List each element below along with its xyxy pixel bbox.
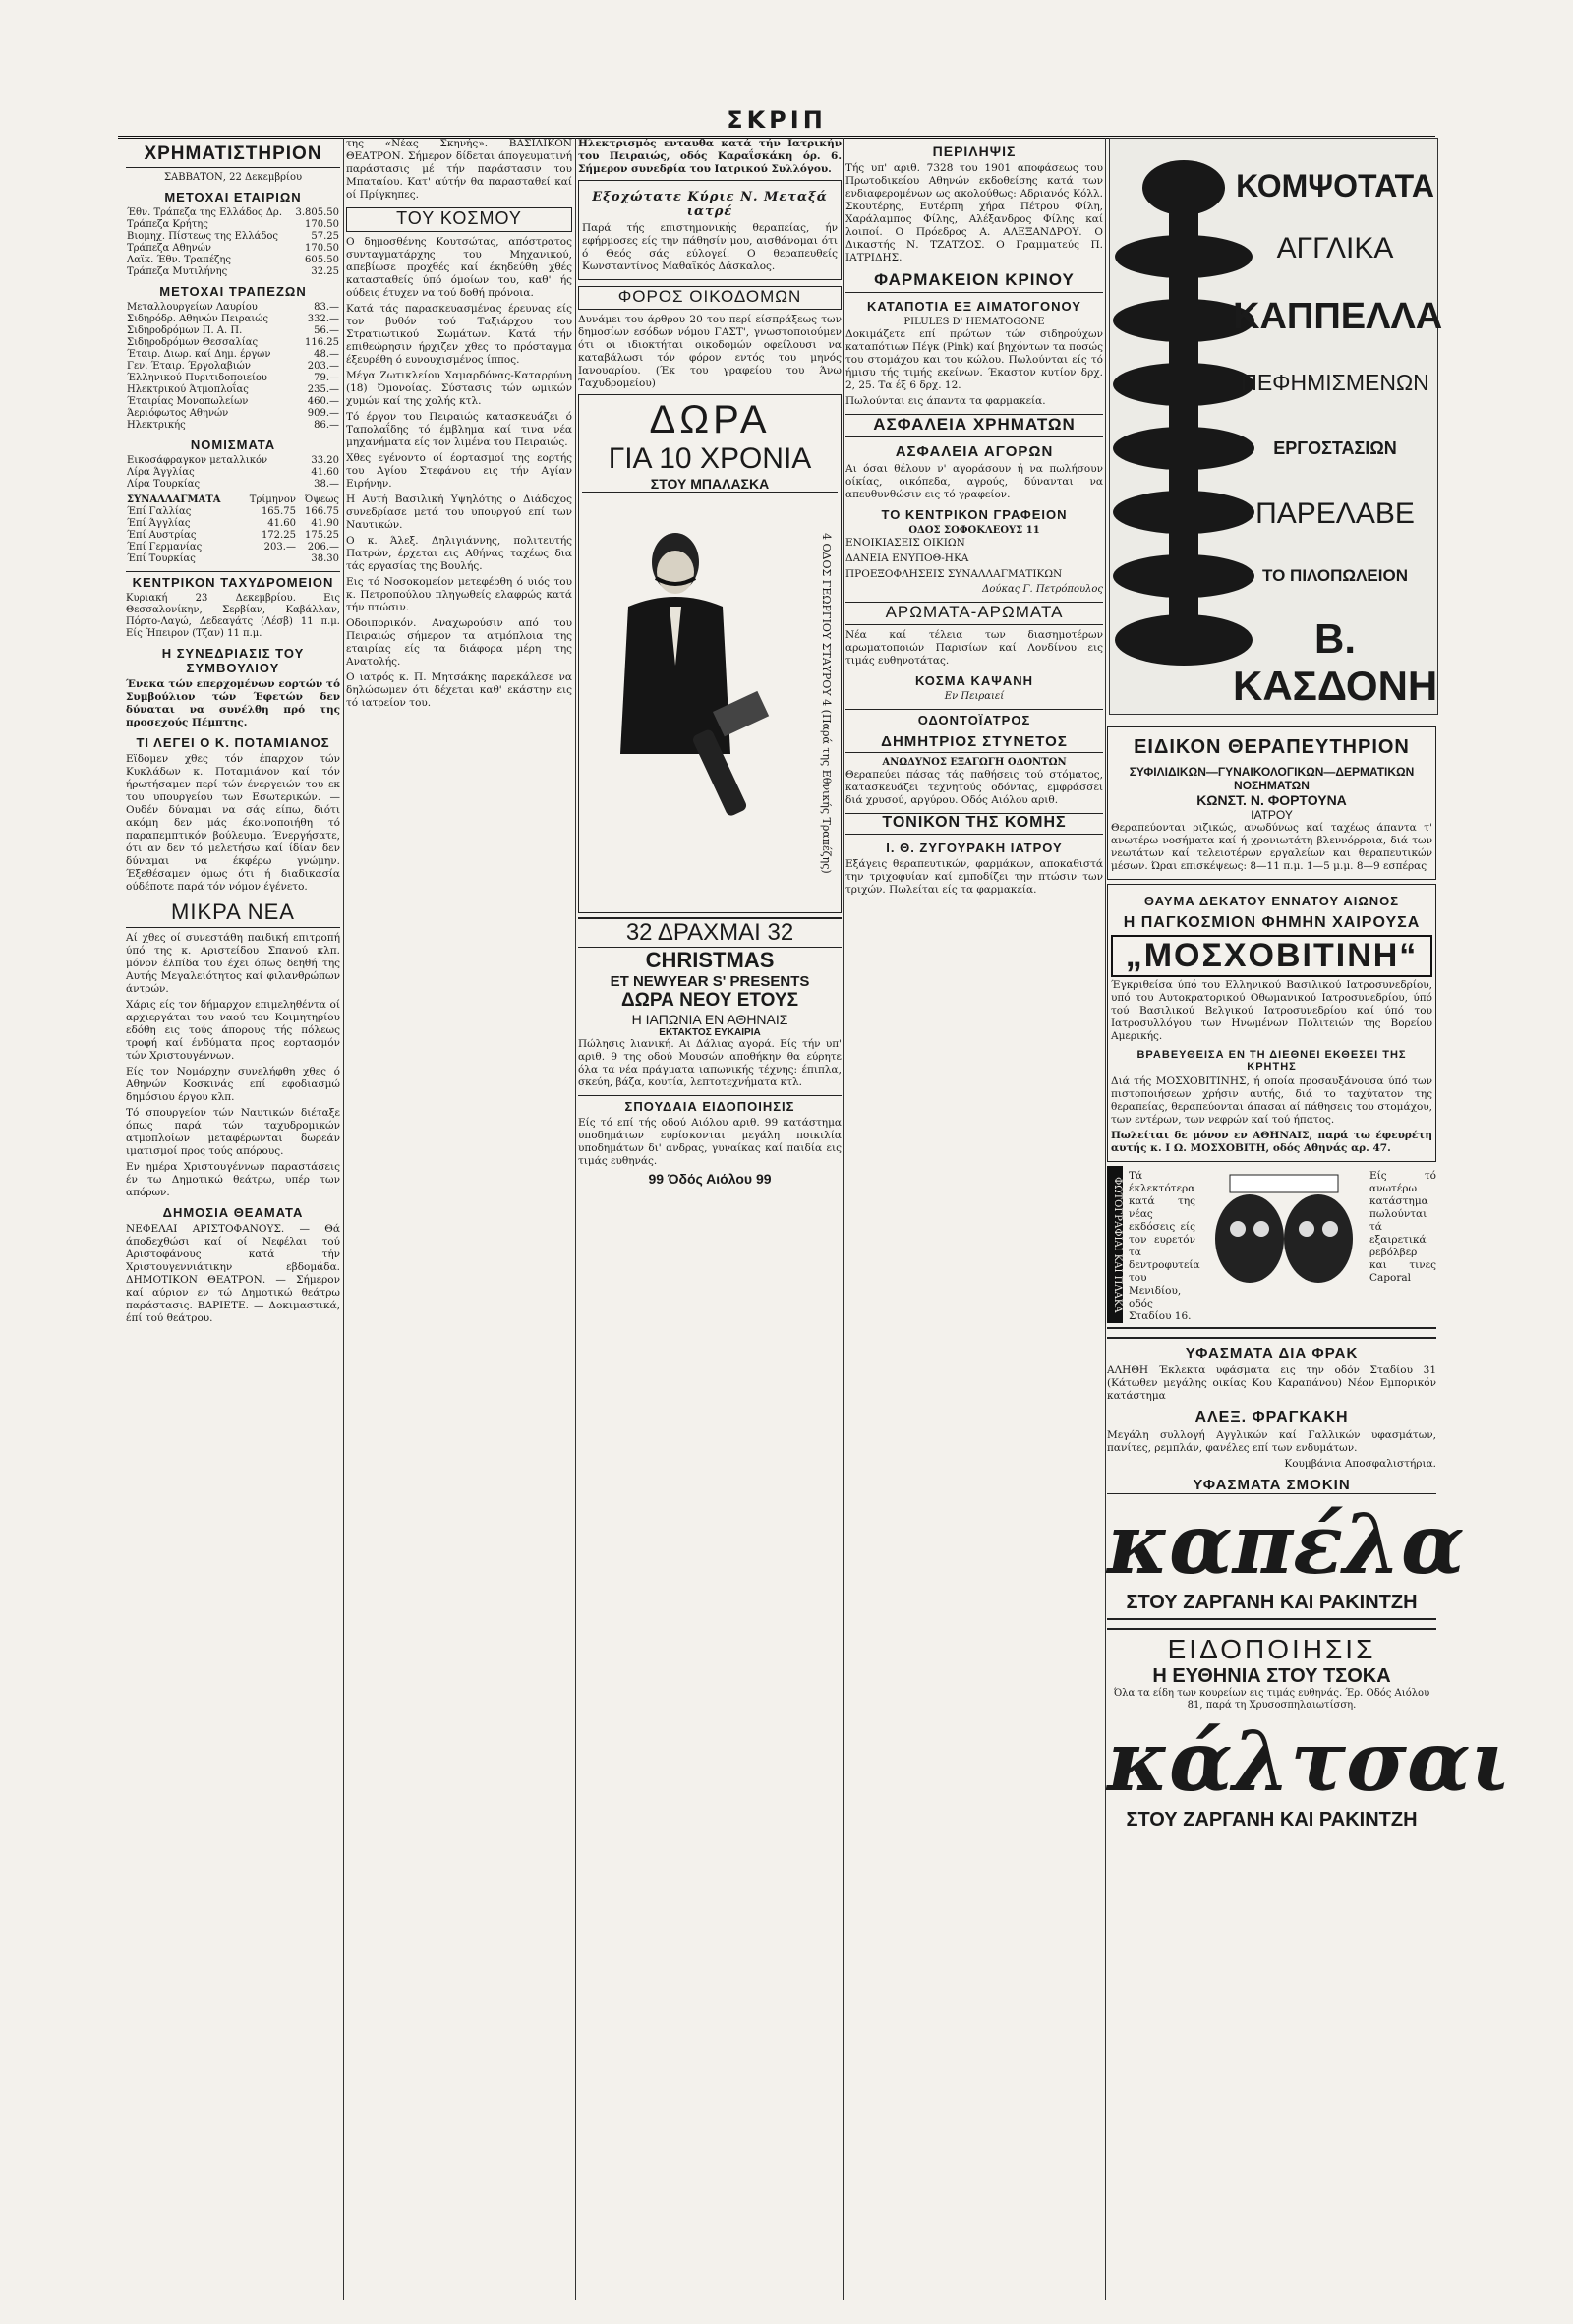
smoking-title: ΥΦΑΣΜΑΤΑ ΣΜΟΚΙΝ: [1107, 1477, 1436, 1494]
column-4: [845, 138, 1103, 900]
table-row: [126, 479, 340, 491]
row-value: 33.20: [311, 455, 339, 466]
row-value: 79.—: [314, 373, 339, 383]
table-row: [126, 314, 340, 325]
pill-note: Πωλούνται εις άπαντα τα φαρμακεία.: [845, 395, 1046, 407]
clinic-doctor: ΚΩΝΣΤ. Ν. ΦΟΡΤΟΥΝΑ: [1196, 792, 1347, 808]
row-label: Άεριόφωτος Αθηνών: [127, 408, 229, 419]
table-row: [126, 384, 340, 396]
news-item: Εν ημέρα Χριστουγέννων παραστάσεις έν τω Δημοτικώ θεάτρω, υπέρ των απόρων.: [126, 1161, 340, 1198]
council-title: Η ΣΥΝΕΔΡΙΑΣΙΣ ΤΟΥ ΣΥΜΒΟΥΛΙΟΥ: [161, 646, 305, 675]
hat-line: ΠΑΡΕΛΑΒΕ: [1255, 497, 1415, 530]
clinic-title: ΕΙΔΙΚΟΝ ΘΕΡΑΠΕΥΤΗΡΙΟΝ: [1134, 736, 1410, 758]
column-rule: [843, 138, 844, 2300]
ornament-rule: [1107, 1327, 1436, 1339]
japan-text: Πώλησις λιανική. Αι Δάλιας αγορά. Είς τήν υπ' αριθ. 9 της οδού Μουσών αποθήκην θα εύρητε όλα τα νέα πράγματα ιαπωνικής τέχνης: έπιπλα, σκεύη, βάζα, κουτία, λεπτοτεχνήματα κτλ.: [578, 1038, 842, 1088]
news-item: Ο κ. Άλεξ. Δηλιγιάννης, πολιτευτής Πατρών, έρχεται εις Αθήνας ταχέως δια τάς εργασίας της Βουλής.: [346, 535, 572, 572]
table-row: [126, 266, 340, 278]
row-label: Έπί Αυστρίας: [127, 530, 197, 541]
row-value: 41.90: [311, 518, 339, 529]
row-label: Λαϊκ. Έθν. Τραπέζης: [127, 255, 232, 265]
row-value: 203.—: [263, 542, 296, 552]
column-5: [1107, 723, 1511, 1831]
fabric-text-2: Μεγάλη συλλογή Αγγλικών καί Γαλλικών υφασμάτων, πανίτες, ρεμπλάν, φανέλες επί των ενδυμάτων.: [1107, 1429, 1436, 1454]
column-3: [578, 138, 842, 1187]
row-label: Λίρα Τουρκίας: [127, 479, 201, 490]
clinic-text: Θεραπεύονται ριζικώς, ανωδύνως καί ταχέως άπαντα τ' ανωτέρω νοσήματα καί ή χρονιωτάτη βλεννόρροια, διά των νεωτάτων καί τελειοτέρων εργαλείων και θεραπευτικών μέσων. Ώραι επισκέψεως: 8—11 π.μ. 1—5 μ.μ. 8—9 εσπέρας: [1111, 822, 1432, 872]
row-label: Έταιρ. Διωρ. καί Δημ. έργων: [127, 349, 271, 360]
price: 32 ΔΡΑΧΜΑΙ 32: [578, 917, 842, 948]
shoe-address: 99 Όδός Αιόλου 99: [648, 1171, 772, 1187]
fx-table: [126, 494, 340, 565]
dentist-title: ΟΔΟΝΤΟΪΑΤΡΟΣ: [845, 709, 1103, 727]
row-value: 3.805.50: [295, 207, 339, 218]
row-label: Τράπεζα Κρήτης: [127, 219, 208, 230]
row-value: 38.—: [314, 479, 339, 490]
row-value: 206.—: [307, 542, 339, 552]
summary-text: Τής υπ' αριθ. 7328 του 1901 αποφάσεως του Πρωτοδικείου Αθηνών εκδοθείσης κατά των ενδιαφερομένων ως ακολούθως: Αδριανός Κόλλ. Σκουτέρης, Ευτέρπη χήρα Πέτρου Φίλη, Χαράλαμπος Φίλης, Αλέξανδρος Φίλης καί λοιποί. Ο Πρόεδρος Α. ΑΛΕΞΑΝΔΡΟΥ. Ο Δικαστής Ν. ΤΖΑΤΖΟΣ. Ο Γραμματεύς Π. ΙΑΤΡΙΔΗΣ.: [845, 162, 1103, 263]
news-item: Μέγα Ζωτικλείου Χαμαρδόνας-Καταρρύνη (18) Όμονοίας. Σύστασις τών ωμικών χυμών καί της χολής κτλ.: [346, 370, 572, 407]
table-row: [126, 337, 340, 349]
row-value: 203.—: [307, 361, 339, 372]
row-label: Γεν. Έταιρ. Έργολαβιών: [127, 361, 251, 372]
masthead: [118, 106, 1435, 139]
cheap-text: Όλα τα είδη των κουρείων εις τιμάς ευθηνάς. Έρ. Οδός Αιόλου 81, παρά τη Χρυσοσπηλαιωτίσση.: [1113, 1688, 1430, 1711]
doctor-box-title: Εξοχώτατε Κύριε Ν. Μεταξά ιατρέ: [592, 190, 828, 219]
table-row: [126, 518, 340, 530]
row-value: 56.—: [314, 325, 339, 336]
table-row: [126, 542, 340, 553]
gifts-newyear: ΔΩΡΑ ΝΕΟΥ ΕΤΟΥΣ: [620, 990, 798, 1011]
row-value: 41.60: [311, 467, 339, 478]
masthead-title: ΣΚΡΙΠ: [727, 106, 827, 134]
table-row: [126, 408, 340, 420]
fabric-title: ΥΦΑΣΜΑΤΑ ΔΙΑ ΦΡΑΚ: [1185, 1345, 1359, 1362]
insurance-sub: ΑΣΦΑΛΕΙΑ ΑΓΟΡΩΝ: [895, 443, 1054, 460]
column-rule: [343, 138, 344, 2300]
hat-line: ΤΟ ΠΙΛΟΠΩΛΕΙΟΝ: [1262, 566, 1408, 585]
perfume-shop: ΚΟΣΜΑ ΚΑΨΑΝΗ: [915, 673, 1033, 688]
news-item: Οδοιπορικόν. Αναχωρούσιν από του Πειραιώς σήμερον τα ατμόπλοια της εταιρίας είς τα διάφορα μέρη της Ανατολής.: [346, 617, 572, 668]
brand-text-2: Διά τής ΜΟΣΧΟΒΙΤΙΝΗΣ, ή οποία προσαυξάνουσα ύπό των πιστοποιήσεων χρήσιν αυτής, διά το ταχύτατον της θεραπείας, θεραπεύονται άπασαι αί πάθησεις του στομάχου, των εντέρων, των νεφρών καί τού ήπατος.: [1111, 1075, 1432, 1126]
row-value: 38.30: [311, 553, 339, 564]
column-1: [126, 138, 340, 1328]
table-row: [126, 373, 340, 384]
fx-col-header: Όψεως: [304, 494, 339, 505]
sold-at: Πωλείται δε μόνον εν ΑΘΗΝΑΙΣ, παρά τω έφευρέτη αυτής κ. Ι Ω. ΜΟΣΧΟΒΙΤΗ, οδός Αθηνάς αρ. 47.: [1111, 1130, 1432, 1154]
news-item: Τό έργον του Πειραιώς κατασκευάζει ό Ταπολαΐδης τό έμβλημα καί τινα νέα μηχανήματα είς τον λιμένα του Πειραιώς.: [346, 411, 572, 448]
post-text: Κυριακή 23 Δεκεμβρίου. Εις Θεσσαλονίκην, Σερβίαν, Καβάλλαν, Πόρτο-Λαγώ, Δεδεαγάτς (Λέσβ) 11 π.μ. Είς Ήπειρον (Τζαν) 11 π.μ.: [126, 593, 340, 639]
row-label: Λίρα Άγγλίας: [127, 467, 195, 478]
brand-name: „ΜΟΣΧΟΒΙΤΙΝΗ“: [1111, 935, 1432, 977]
agency-item: ΔΑΝΕΙΑ ΕΝΥΠΟΘ-ΗΚΑ: [845, 552, 969, 564]
bank-shares-title: ΜΕΤΟΧΑΙ ΕΤΑΙΡΙΩΝ: [164, 190, 302, 204]
row-label: Εικοσάφραγκον μεταλλικόν: [127, 455, 268, 466]
row-value: 460.—: [307, 396, 339, 407]
socks-shop: ΣΤΟΥ ΖΑΡΓΑΝΗ ΚΑΙ ΡΑΚΙΝΤΖΗ: [1126, 1809, 1418, 1830]
row-label: Σιδηροδρόμων Θεσσαλίας: [127, 337, 259, 348]
hat-line: ΕΡΓΟΣΤΑΣΙΩΝ: [1273, 438, 1397, 458]
row-value: 165.75: [261, 506, 296, 517]
doctor-box-text: Παρά τής επιστημονικής θεραπείας, ήν εφήρμοσες είς την πάθησίν μου, αισθάνομαι ότι ό Θεός σάς εύλογεί. Ο θεραπευθείς Κωνσταντίνος Μαθαϊκός Δάσκαλος.: [582, 222, 838, 272]
tax-title: ΦΟΡΟΣ ΟΙΚΟΔΟΜΩΝ: [578, 286, 842, 310]
row-label: Έπί Τουρκίας: [127, 553, 196, 564]
table-row: [126, 325, 340, 337]
hat-line: ΚΑΠΠΕΛΛΑ: [1233, 296, 1443, 337]
hats-shop: ΣΤΟΥ ΖΑΡΓΑΝΗ ΚΑΙ ΡΑΚΙΝΤΖΗ: [1126, 1592, 1418, 1613]
row-label: Έθν. Τράπεζα της Ελλάδος Δρ.: [127, 207, 282, 218]
row-value: 235.—: [307, 384, 339, 395]
brand-text: Έγκριθείσα ύπό του Ελληνικού Βασιλικού Ιατροσυνεδρίου, υπό του Αυτοκρατορικού Οθωμανικού Ιατροσυνεδρίου, ύπό τού Βασιλικού Βελγικού Ιατροσυνεδρίου καί ύπό του Ιατροσυλλόγου των Ηνωμένων Πολιτειών της Βορείου Αμερικής.: [1111, 979, 1432, 1042]
news-item: Ο ιατρός κ. Π. Μητσάκης παρεκάλεσε να δηλώσωμεν ότι δέχεται καθ' εκάστην εις τό ιατρείον του.: [346, 671, 572, 709]
news-item: Είς τον Νομάρχην συνελήφθη χθες ό Αθηνών Κοσκινάς επί εφοδιασμώ δημόσιου έργου κλπ.: [126, 1066, 340, 1103]
table-row: [126, 243, 340, 255]
hat-line: ΠΕΦΗΜΙΣΜΕΝΩΝ: [1241, 370, 1429, 395]
table-row: [126, 219, 340, 231]
col3-top-text: Ηλεκτρισμός ενταυθα κατά τήν Ιατρικήν του Πειραιώς, οδός Καραΐσκάκη όρ. 6. Σήμερον συνεδρία του Ιατρικού Συλλόγου.: [578, 138, 842, 175]
theatre-text: ΝΕΦΕΛΑΙ ΑΡΙΣΤΟΦΑΝΟΥΣ. — Θά άποδεχθώσι καί οί Νεφέλαι τού Αριστοφάνους κατά τήν Χριστουγεννιάτικην εβδομάδα. ΔΗΜΟΤΙΚΟΝ ΘΕΑΤΡΟΝ. — Σήμερον καί αύριον εν τώ Δημοτικώ θεάτρω παράστασις. ΒΑΡΙΕΤΕ. — Δοκιμαστικά, έπί τού θεάτρου.: [126, 1223, 340, 1324]
gift-ad: [578, 394, 842, 913]
row-label: Έπί Γερμανίας: [127, 542, 203, 552]
row-value: 57.25: [311, 231, 339, 242]
perfume-text: Νέα καί τέλεια των διασημοτέρων αρωματοποιών Παρισίων καί Λονδίνου εις τιμάς ευθηνοτάτας.: [845, 629, 1103, 667]
coins-title: ΝΟΜΙΣΜΑΤΑ: [190, 437, 276, 452]
gift-side-text: 4 ΟΔΟΣ ΓΕΩΡΓΙΟΥ ΣΤΑΥΡΟΥ 4 (Παρά της Εθνικής Τραπέζης): [820, 533, 833, 874]
photo-right-text: Είς τό ανωτέρω κατάστημα πωλούνται τά εξαιρετικά ρεβόλβερ και τινες Caporal: [1369, 1170, 1436, 1284]
table-row: [126, 255, 340, 266]
row-value: 166.75: [305, 506, 339, 517]
row-label: Έταιρίας Μονοπωλείων: [127, 396, 249, 407]
skull-illustration: [1200, 1170, 1368, 1317]
exchange-title: ΧΡΗΜΑΤΙΣΤΗΡΙΟΝ: [126, 144, 340, 168]
newyear-label: ET NEWYEAR S' PRESENTS: [610, 973, 810, 990]
dentist-sub: ΑΝΩΔΥΝΟΣ ΕΞΑΓΩΓΗ ΟΔΟΝΤΩΝ: [882, 757, 1067, 768]
row-label: Βιομηχ. Πίστεως της Ελλάδος: [127, 231, 278, 242]
hat-line: ΑΓΓΛΙΚΑ: [1276, 232, 1394, 264]
post-title: ΚΕΝΤΡΙΚΟΝ ΤΑΧΥΔΡΟΜΕΙΟΝ: [126, 571, 340, 590]
world-news-list: [346, 236, 572, 710]
row-value: 332.—: [307, 314, 339, 324]
potamianos-text: Εϊδομεν χθες τόν έπαρχον τών Κυκλάδων κ. Ποταμιάνον καί τόν ήρωτήσαμεν περί τών ένεργειών του εκ του υπουργείου των Εσωτερικών. — Ουδέν δύναμαι να σάς είπω, διότι ακόμη δεν μάς έκοινοποιήθη τό παραπεμπτικόν βούλευμα. Ένεργήσατε, ότι αν δεν τό μελετήσω καί ίδίαν δεν δύναμαι να έκφέρω γνώμην. Έξεθέσαμεν όμως ότι ή διαδικασία ούδέποτε παρά τόν νόμον έγένετο.: [126, 753, 340, 893]
news-item: Χάρις είς τον δήμαρχον επιμεληθέντα οί αρχιεργάται του ναού του Κοιμητηρίου εδόθη εις τούς άπορους τής πόλεως τροφή καί ένδύματα προς εορτασμόν τών Χριστουγέννων.: [126, 999, 340, 1062]
news-item: Εις τό Νοσοκομείον μετεφέρθη ό υιός του κ. Πετροπούλου πληγωθείς ελαφρώς κατά τήν πτώσιν.: [346, 576, 572, 613]
row-label: Έπί Άγγλίας: [127, 518, 191, 529]
news-item: Η Αυτή Βασιλική Υψηλότης ο Διάδοχος συνεδρίασε μετά του υπουργού επί των Ναυτικών.: [346, 494, 572, 531]
column-rule: [1105, 138, 1106, 2300]
table-row: [126, 420, 340, 432]
table-row: [126, 553, 340, 565]
clinic-role: ΙΑΤΡΟΥ: [1251, 808, 1293, 822]
photo-side-label: ΦΩΤΟΓΡΑΦΙΑΙ ΚΑΙ ΠΛΑΚΑ: [1107, 1166, 1123, 1323]
exchange-date: ΣΑΒΒΑΤΟΝ, 22 Δεκεμβρίου: [163, 172, 303, 183]
gift-title-1: ΔΩΡΑ: [649, 398, 771, 441]
row-value: 172.25: [261, 530, 296, 541]
hat-line: Β. ΚΑΣΔΟΝΗ: [1233, 615, 1438, 709]
table-row: [126, 530, 340, 542]
row-value: 32.25: [311, 266, 339, 277]
shoe-text: Είς τό επί τής οδού Αιόλου αριθ. 99 κατάστημα υποδημάτων ευρίσκονται μεγάλη ποικιλία υποδημάτων δι' ανδρας, γυναίκας καί παιδία εις τιμάς ευθηνάς.: [578, 1117, 842, 1167]
table-row: [126, 396, 340, 408]
row-label: Μεταλλουργείων Λαυρίου: [127, 302, 258, 313]
row-label: Έπί Γαλλίας: [127, 506, 192, 517]
news-item: Τό σπουργείον τών Ναυτικών διέταξε όπως παρά τών ταχυδρομικών ατμοπλοίων μεταφέρωνται δωρεάν ιματισμοί προς τούς απόρους.: [126, 1107, 340, 1157]
gift-title-2: ΓΙΑ 10 ΧΡΟΝΙΑ: [608, 442, 812, 475]
row-value: 175.25: [305, 530, 339, 541]
fabric-city: Κουμβάνια Αποσφαλιστήρια.: [1284, 1458, 1436, 1470]
news-item: Κατά τάς παρασκευασμένας έρευνας είς τον βυθόν τού Ταξιάρχου του Στρατιωτικού Σωμάτων. Κατά τήν επιθεώρησιν ήρχιζεν χθες το πρόσταγμα έξευρέθη ό ευνουχισμένος ίππος.: [346, 303, 572, 366]
pill-title: ΚΑΤΑΠΟΤΙΑ ΕΞ ΑΙΜΑΤΟΓΟΝΟΥ: [867, 299, 1081, 314]
bank-shares-table: [126, 207, 340, 278]
summary-title: ΠΕΡΙΛΗΨΙΣ: [932, 144, 1017, 159]
table-row: [126, 506, 340, 518]
potamianos-title: ΤΙ ΛΕΓΕΙ Ο Κ. ΠΟΤΑΜΙΑΝΟΣ: [136, 735, 330, 750]
tonic-text: Εξάγεις θεραπευτικών, φαρμάκων, αποκαθιστά την τριχοφυίαν καί εμποδίζει την πτώσιν των τριχών. Πωλείται είς τα φαρμακεία.: [845, 858, 1103, 896]
japan-sub: ΕΚΤΑΚΤΟΣ ΕΥΚΑΙΡΙΑ: [659, 1027, 761, 1038]
agency-title: ΤΟ ΚΕΝΤΡΙΚΟΝ ΓΡΑΦΕΙΟΝ: [881, 507, 1068, 522]
coins-table: [126, 455, 340, 491]
table-row: [126, 349, 340, 361]
notice-title: ΕΙΔΟΠΟΙΗΣΙΣ: [1167, 1634, 1376, 1664]
row-label: Τράπεζα Αθηνών: [127, 243, 211, 254]
table-row: [126, 361, 340, 373]
shoe-title: ΣΠΟΥΔΑΙΑ ΕΙΔΟΠΟΙΗΣΙΣ: [578, 1095, 842, 1114]
table-row: [126, 467, 340, 479]
dentist-text: Θεραπεύει πάσας τάς παθήσεις τού στόματος, κατασκευάζει τεχνητούς οδόντας, εμφράσσει διά χρυσού, αργύρου. Οδός Αιόλου αριθ.: [845, 769, 1103, 806]
award-line: ΒΡΑΒΕΥΘΕΙΣΑ ΕΝ ΤΗ ΔΙΕΘΝΕΙ ΕΚΘΕΣΕΙ ΤΗΣ ΚΡΗΤΗΣ: [1136, 1049, 1407, 1073]
miracle-sub: Η ΠΑΓΚΟΣΜΙΟΝ ΦΗΜΗΝ ΧΑΙΡΟΥΣΑ: [1123, 914, 1421, 931]
pharmacy-title: ΦΑΡΜΑΚΕΙΟΝ ΚΡΙΝΟΥ: [845, 270, 1103, 293]
news-item: Χθες εγένοντο οί έορτασμοί της εορτής του Αγίου Στεφάνου εις τήν Αγίαν Ειρήνην.: [346, 452, 572, 490]
row-label: Τράπεζα Μυτιλήνης: [127, 266, 228, 277]
christmas-label: CHRISTMAS: [645, 948, 775, 972]
row-value: 41.60: [267, 518, 296, 529]
hat-shop-ad: [1109, 138, 1443, 715]
gift-shop: ΣΤΟΥ ΜΠΑΛΑΣΚΑ: [582, 476, 838, 493]
row-label: Σιδηρόδρ. Αθηνών Πειραιώς: [127, 314, 269, 324]
photo-left-text: Τά έκλεκτότερα κατά της νέας εκδόσεις είς τον ευρετόν τα δεντροφυτεία του Μενιδίου, οδός Σταδίου 16.: [1129, 1170, 1200, 1322]
row-value: 48.—: [314, 349, 339, 360]
moschovitini-ad: [1107, 884, 1436, 1162]
row-value: 605.50: [305, 255, 339, 265]
table-row: [126, 231, 340, 243]
miracle-title: ΘΑΥΜΑ ΔΕΚΑΤΟΥ ΕΝΝΑΤΟΥ ΑΙΩΝΟΣ: [1143, 894, 1400, 908]
row-value: 170.50: [305, 219, 339, 230]
fabric-text: ΑΛΗΘΗ Έκλεκτα υφάσματα εις την οδόν Σταδίου 31 (Κάτωθεν μεγάλης οικίας Κου Καραπάνου) Νέον Εμπορικόν κατάστημα: [1107, 1365, 1436, 1402]
theatre-title: ΔΗΜΟΣΙΑ ΘΕΑΜΑΤΑ: [162, 1205, 304, 1220]
small-news-list: [126, 932, 340, 1199]
tonic-sub: Ι. Θ. ΖΥΓΟΥΡΑΚΗ ΙΑΤΡΟΥ: [886, 841, 1063, 855]
socks-script: κάλτσαι: [1107, 1713, 1511, 1810]
perfume-title: ΑΡΩΜΑΤΑ-ΑΡΩΜΑΤΑ: [845, 602, 1103, 625]
agency-item: ΠΡΟΕΞΟΦΛΗΣΕΙΣ ΣΥΝΑΛΛΑΓΜΑΤΙΚΩΝ: [845, 568, 1063, 580]
clinic-ad: [1107, 726, 1436, 880]
hats-script: καπέλα: [1107, 1495, 1465, 1593]
dentist-name: ΔΗΜΗΤΡΙΟΣ ΣΤΥΝΕΤΟΣ: [845, 733, 1103, 753]
small-news-title: ΜΙΚΡΑ ΝΕΑ: [126, 900, 340, 928]
other-shares-title: ΜΕΤΟΧΑΙ ΤΡΑΠΕΖΩΝ: [159, 284, 307, 299]
fabric-shop: ΑΛΕΞ. ΦΡΑΓΚΑΚΗ: [1194, 1409, 1349, 1425]
row-label: Ηλεκτρικής: [127, 420, 186, 431]
tonic-title: ΤΟΝΙΚΟΝ ΤΗΣ ΚΟΜΗΣ: [845, 813, 1103, 835]
fx-title: ΣΥΝΑΛΛΑΓΜΑΤΑ: [127, 494, 221, 505]
japan-title: Η ΙΑΠΩΝΙΑ ΕΝ ΑΘΗΝΑΙΣ: [631, 1012, 788, 1027]
news-item: Αί χθες οί συνεστάθη παιδική επιτροπή ύπό της κ. Αριστείδου Σπανού κλπ. μόνον έλπίδα του έχει όπως δεηθή της Αυτής Μεγαλειότητος καί φιλανθρώπων άντρών.: [126, 932, 340, 995]
col2-top-text: της «Νέας Σκηνής». ΒΑΣΙΛΙΚΟΝ ΘΕΑΤΡΟΝ. Σήμερον δίδεται άπογευματινή παράστασις μέ τήν παράστασιν του Μπαταίου. Κατ' αύτήν θα παρασταθεί καί οί Πρίγκηπες.: [346, 138, 572, 201]
column-rule: [575, 138, 576, 2300]
pill-sub: PILULES D' HEMATOGONE: [903, 317, 1045, 327]
world-title: ΤΟΥ ΚΟΣΜΟΥ: [346, 207, 572, 232]
perfume-city: Εν Πειραιεί: [944, 691, 1005, 702]
row-label: Έλληνικού Πυριτιδοποιείου: [127, 373, 268, 383]
table-row: [126, 207, 340, 219]
row-value: 116.25: [305, 337, 339, 348]
council-text: Ένεκα τών επερχομένων εορτών τό Συμβούλιον τών Έφετών δεν δύναται να συνέλθη πρό της προσεχούς Πέμπτης.: [126, 678, 340, 728]
row-value: 86.—: [314, 420, 339, 431]
table-row: [126, 302, 340, 314]
other-shares-table: [126, 302, 340, 432]
row-value: 170.50: [305, 243, 339, 254]
column-2: [346, 138, 572, 713]
agency-sub: ΟΔΟΣ ΣΟΦΟΚΛΕΟΥΣ 11: [908, 525, 1040, 536]
clinic-sub: ΣΥΦΙΛΙΔΙΚΩΝ—ΓΥΝΑΙΚΟΛΟΓΙΚΩΝ—ΔΕΡΜΑΤΙΚΩΝ ΝΟΣΗΜΑΤΩΝ: [1129, 765, 1415, 792]
agency-item: ΕΝΟΙΚΙΑΣΕΙΣ ΟΙΚΙΩΝ: [845, 537, 965, 549]
agency-items: [845, 537, 1103, 581]
photo-shop-ad: [1107, 1166, 1436, 1323]
insurance-title: ΑΣΦΑΛΕΙΑ ΧΡΗΜΑΤΩΝ: [845, 414, 1103, 437]
hat-line: ΚΟΜΨΟΤΑΤΑ: [1236, 168, 1434, 203]
ornament-rule: [1107, 1618, 1436, 1630]
pill-text: Δοκιμάζετε επί πρώτων τών σιδηρούχων καταπότιων Πέγκ (Pink) καί βηχόντων τα ποσώς του στομάχου και του κώλου. Πωλούνται είς τό ήμισυ τής τιμής εκείνων. Έκαστον κυτίον δρχ. 2, 25. Τα έξ 6 δρχ. 12.: [845, 328, 1103, 391]
cheap-title: Η ΕΥΘΗΝΙΑ ΣΤΟΥ ΤΣΟΚΑ: [1152, 1665, 1391, 1687]
row-value: 83.—: [314, 302, 339, 313]
row-value: 909.—: [307, 408, 339, 419]
row-label: Σιδηροδρόμων Π. Α. Π.: [127, 325, 243, 336]
doctor-thanks-box: [578, 180, 842, 280]
news-item: Ο δημοσθένης Κουτσώτας, απόστρατος συνταγματάρχης του Μηχανικού, απεβίωσε προχθές καί έκηδεύθη χθές κατασταθείς ύπό όμοίων του, καθ' ής ούδεις έτυχεν να τού δοθή πρόνοια.: [346, 236, 572, 299]
insurance-text: Αι όσαι θέλουν ν' αγοράσουν ή να πωλήσουν οίκίας, οικόπεδα, αγρούς, δύνανται να απευθυνθώσιν εις τό γραφείον.: [845, 463, 1103, 500]
row-label: Ηλεκτρικού Άτμοπλοΐας: [127, 384, 249, 395]
razor-man-illustration: [599, 513, 786, 847]
row-value: [240, 553, 297, 565]
fx-col-header: Τρίμηνον: [249, 494, 296, 505]
tax-text: Δυνάμει του άρθρου 20 του περί είσπράξεως των δημοσίων εσόδων νόμου ΓΑΣΤ', γνωστοποιούμεν ότι οι ιδιοκτήται οικοδομών οφείλουσι να καταβάλωσι τόν φόρον εντός του μηνός Ιανουαρίου. (Έκ του γραφείου του Άνω Ταχυδρομείου): [578, 314, 842, 389]
table-row: [126, 455, 340, 467]
agency-name: Δούκας Γ. Πετρόπουλος: [982, 584, 1103, 595]
